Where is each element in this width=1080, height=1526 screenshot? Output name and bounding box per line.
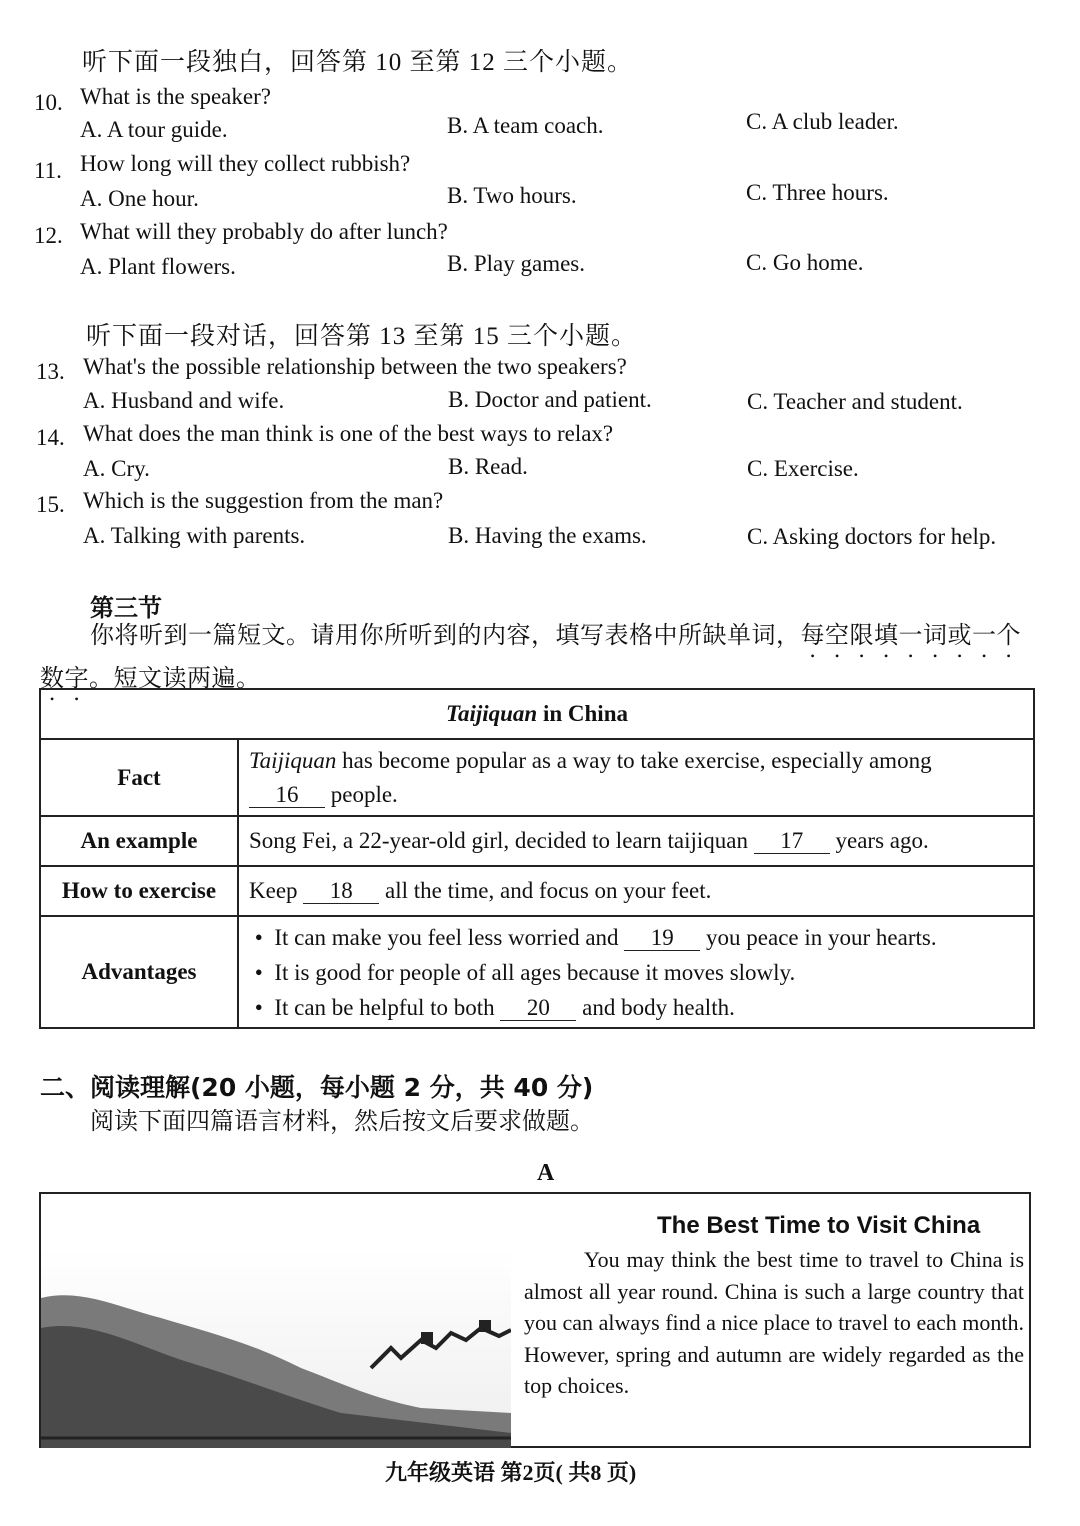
fact-end: people.: [325, 781, 398, 807]
how-text: Keep: [249, 877, 298, 903]
option-c: C. Three hours.: [746, 180, 889, 205]
advantage-end: you peace in your hearts.: [706, 924, 937, 950]
blank-16[interactable]: 16: [249, 782, 325, 808]
part2-heading: 二、阅读理解(20 小题，每小题 2 分，共 40 分): [40, 1073, 594, 1102]
question-number: 15.: [36, 492, 65, 517]
option-a: A. Husband and wife.: [83, 388, 285, 413]
advantage-text: It can be helpful to both: [274, 994, 495, 1020]
section3-title: 第三节: [90, 596, 162, 622]
great-wall-image: [41, 1248, 511, 1448]
question-number: 13.: [36, 359, 65, 384]
advantage-text: It can make you feel less worried and: [274, 924, 619, 950]
question-number: 10.: [34, 90, 63, 115]
option-a: A. Plant flowers.: [80, 254, 236, 279]
option-b: B. Doctor and patient.: [448, 387, 652, 412]
fact-text: has become popular as a way to take exercise, especially among: [336, 747, 932, 773]
question-text: How long will they collect rubbish?: [80, 151, 411, 176]
table-title: [40, 689, 1034, 739]
option-b: B. A team coach.: [447, 113, 604, 138]
instruction-part-2: 。短文读两遍。: [89, 666, 261, 692]
passage-a-box: [39, 1192, 1031, 1448]
advantage-item: • It can be helpful to both 20 and body health.: [249, 994, 735, 1020]
option-b: B. Having the exams.: [448, 523, 647, 548]
option-a: A. Talking with parents.: [83, 523, 306, 548]
option-a: A. A tour guide.: [80, 117, 228, 142]
option-c: C. Exercise.: [747, 456, 859, 481]
table-title-rest: in China: [537, 701, 628, 726]
instruction-part-1: 你将听到一篇短文。请用你所听到的内容，填写表格中所缺单词，: [90, 623, 801, 649]
option-b: B. Two hours.: [447, 183, 577, 208]
blank-17[interactable]: 17: [754, 828, 830, 854]
advantage-item: • It is good for people of all ages because it moves slowly.: [249, 959, 796, 985]
option-c: C. Asking doctors for help.: [747, 524, 997, 549]
example-text: Song Fei, a 22-year-old girl, decided to learn taijiquan: [249, 827, 749, 853]
part2-instruction: 阅读下面四篇语言材料，然后按文后要求做题。: [90, 1109, 594, 1135]
question-number: 12.: [34, 223, 63, 248]
example-cell: [238, 816, 1034, 866]
question-text: Which is the suggestion from the man?: [83, 488, 444, 513]
option-c: C. Go home.: [746, 250, 864, 275]
option-b: B. Read.: [448, 454, 528, 479]
option-a: A. Cry.: [83, 456, 150, 481]
listening-intro-1: 听下面一段独白，回答第 10 至第 12 三个小题。: [82, 49, 634, 76]
advantages-cell: [238, 916, 1034, 1028]
blank-20[interactable]: 20: [500, 995, 576, 1021]
table-title-italic: Taijiquan: [446, 701, 538, 726]
passage-body: You may think the best time to travel to China is almost all year round. China is such a large country that you can always find a nice place to travel to each month. However, spring and autumn are widely regarded as the top choices.: [524, 1247, 1024, 1398]
question-text: What does the man think is one of the best ways to relax?: [83, 421, 614, 446]
how-cell: [238, 866, 1034, 916]
passage-title: The Best Time to Visit China: [657, 1212, 981, 1239]
question-text: What's the possible relationship between the two speakers?: [83, 354, 627, 379]
question-text: What will they probably do after lunch?: [80, 219, 448, 244]
passage-letter: A: [537, 1160, 555, 1186]
fact-label: Fact: [40, 739, 238, 816]
how-end: all the time, and focus on your feet.: [385, 877, 712, 903]
option-c: C. Teacher and student.: [747, 389, 963, 414]
option-c: C. A club leader.: [746, 109, 899, 134]
blank-19[interactable]: 19: [624, 925, 700, 951]
advantages-label: Advantages: [40, 916, 238, 1028]
example-label: An example: [40, 816, 238, 866]
question-number: 11.: [34, 158, 62, 183]
question-number: 14.: [36, 425, 65, 450]
fact-italic: Taijiquan: [249, 747, 337, 773]
advantage-text: It is good for people of all ages because it moves slowly.: [274, 959, 796, 985]
instruction-emphasis: 每空限填一词或一个数字: [40, 623, 1021, 692]
taijiquan-table: [39, 688, 1035, 1029]
option-b: B. Play games.: [447, 251, 585, 276]
blank-18[interactable]: 18: [303, 878, 379, 904]
advantage-end: and body health.: [582, 994, 735, 1020]
how-label: How to exercise: [40, 866, 238, 916]
option-a: A. One hour.: [80, 186, 199, 211]
example-end: years ago.: [835, 827, 929, 853]
fact-cell: [238, 739, 1034, 816]
advantage-item: • It can make you feel less worried and 19 you peace in your hearts.: [249, 924, 937, 950]
page-footer: 九年级英语 第2页( 共8 页): [385, 1460, 637, 1485]
question-text: What is the speaker?: [80, 84, 271, 109]
listening-intro-2: 听下面一段对话，回答第 13 至第 15 三个小题。: [86, 323, 638, 350]
